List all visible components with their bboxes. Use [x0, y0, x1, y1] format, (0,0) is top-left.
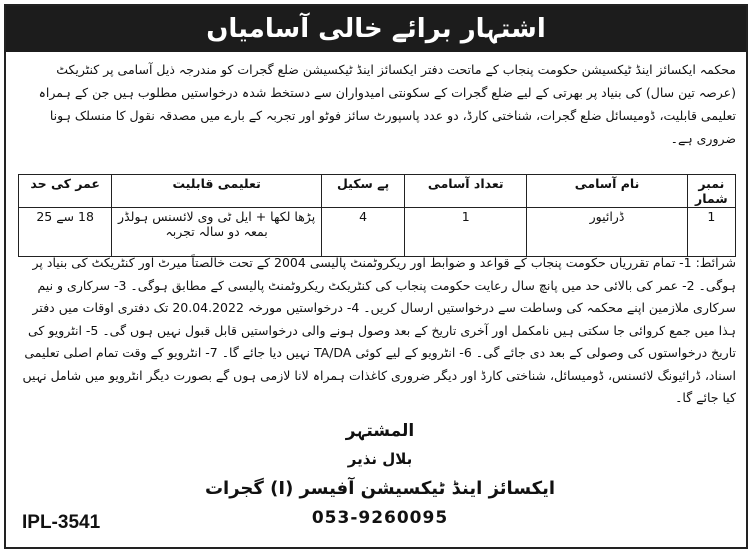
- table-row: [19, 208, 736, 257]
- header-banner: [6, 6, 746, 52]
- ipl-number: IPL-3541: [22, 512, 101, 533]
- terms-paragraph: شرائط: 1- تمام تقرریاں حکومت پنجاب کے قواعد و ضوابط اور ریکروٹمنٹ پالیسی 2004 کے تحت خالصتاً میرٹ اور کنٹریکٹ کی بنیاد پر ہوگی۔ 2- عمر کی بالائی حد میں پانچ سال رعایت حکومت پنجاب کی کنٹریکٹ ریکروٹمنٹ پالیسی کے مطابق ہوگی۔ 3- سرکاری و نیم سرکاری ملازمین اپنے محکمہ کی وساطت سے درخواستیں ارسال کریں۔ 4- درخواستیں مورخہ 20.04.2022 تک دفتری اوقات میں دفتر ہذا میں جمع کروائی جا سکتی ہیں نامکمل اور آخری تاریخ کے بعد وصول ہونے والی درخواستیں قابل قبول نہیں ہوں گی۔ 5- انٹرویو کی تاریخ درخواستوں کی وصولی کے بعد دی جائے گی۔ 6- انٹرویو کے لیے کوئی TA/DA نہیں دیا جائے گا۔ 7- انٹرویو کے وقت تمام اصلی تعلیمی اسناد، ڈرائیونگ لائسنس، ڈومیسائل، شناختی کارڈ اور دیگر ضروری کاغذات ہمراہ لانا لازمی ہوں گے بصورت دیگر انٹرویو میں شامل نہیں کیا جائے گا۔: [22, 255, 736, 405]
- col-age-limit-header: عمر کی حد: [19, 175, 112, 208]
- cell-qualification: پڑھا لکھا + ایل ٹی وی لائسنس ہولڈر بمعہ دو سالہ تجربہ: [112, 208, 322, 257]
- contact-phone: 053-9260095: [311, 508, 449, 528]
- col-pay-scale-header: پے سکیل: [321, 175, 404, 208]
- signature-block: [190, 420, 570, 528]
- table-header-row: [19, 175, 736, 208]
- advertiser-label: المشتہر: [345, 421, 415, 441]
- cell-post-name: ڈرائیور: [527, 208, 687, 257]
- ad-title: اشتہار برائے خالی آسامیاں: [206, 14, 546, 44]
- cell-age-limit: 18 سے 25: [19, 208, 112, 257]
- cell-post-count: 1: [405, 208, 527, 257]
- vacancy-table: [18, 174, 736, 257]
- intro-paragraph: محکمہ ایکسائز اینڈ ٹیکسیشن حکومت پنجاب کے ماتحت دفتر ایکسائز اینڈ ٹیکسیشن ضلع گجرات کو مندرجہ ذیل آسامی پر کنٹریکٹ (عرصہ تین سال) کی بنیاد پر بھرتی کے لیے ضلع گجرات کے سکونتی امیدواران سے دستخط شدہ درخواستیں مطلوب ہیں جن کے ہمراہ تعلیمی قابلیت، ڈومیسائل ضلع گجرات، شناختی کارڈ، دو عدد پاسپورٹ سائز فوٹو اور تجربہ کے بارے میں مصدقہ نقول کا منسلک ہونا ضروری ہے۔: [38, 62, 736, 146]
- col-post-name-header: نام آسامی: [527, 175, 687, 208]
- cell-serial: 1: [687, 208, 735, 257]
- col-post-count-header: تعداد آسامی: [405, 175, 527, 208]
- col-serial-header: نمبر شمار: [687, 175, 735, 208]
- col-qualification-header: تعلیمی قابلیت: [112, 175, 322, 208]
- cell-pay-scale: 4: [321, 208, 404, 257]
- officer-name: بلال نذیر: [347, 450, 413, 468]
- officer-designation: ایکسائز اینڈ ٹیکسیشن آفیسر (I) گجرات: [204, 478, 556, 499]
